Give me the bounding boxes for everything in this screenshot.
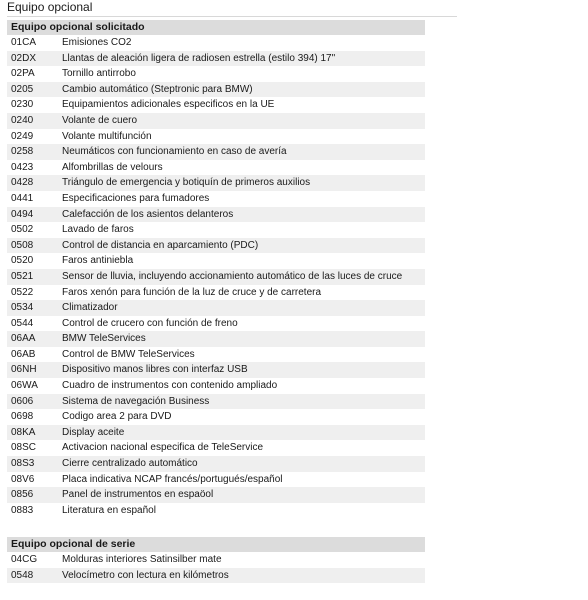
option-description: Placa indicativa NCAP francés/portugués/español (62, 473, 283, 485)
option-description: Faros xenón para función de la luz de cruce y de carretera (62, 286, 322, 298)
option-code: 06WA (11, 380, 38, 392)
option-code: 0508 (11, 239, 34, 251)
table-row (7, 472, 425, 488)
table-row (7, 35, 425, 51)
option-code: 0534 (11, 302, 34, 314)
table-row (7, 113, 425, 129)
option-code: 0502 (11, 224, 34, 236)
table-row (7, 394, 425, 410)
table-row (7, 552, 425, 568)
table-row (7, 409, 425, 425)
option-code: 08S3 (11, 458, 35, 470)
option-description: BMW TeleServices (62, 333, 146, 345)
option-description: Cierre centralizado automático (62, 458, 198, 470)
table-row (7, 316, 425, 332)
table-row (7, 253, 425, 269)
option-code: 06AA (11, 333, 36, 345)
table-row (7, 487, 425, 503)
table-row (7, 440, 425, 456)
option-code: 08SC (11, 442, 37, 454)
table-row (7, 66, 425, 82)
table-row (7, 191, 425, 207)
rows-container (7, 552, 425, 583)
option-code: 0520 (11, 255, 34, 267)
option-description: Velocímetro con lectura en kilómetros (62, 569, 229, 581)
option-description: Calefacción de los asientos delanteros (62, 208, 234, 220)
option-description: Sensor de lluvia, incluyendo accionamiento automático de las luces de cruce (62, 270, 403, 282)
table-row (7, 378, 425, 394)
option-description: Codigo area 2 para DVD (62, 411, 172, 423)
option-code: 0205 (11, 83, 34, 95)
option-code: 08V6 (11, 473, 35, 485)
option-description: Volante multifunción (62, 130, 152, 142)
option-code: 02PA (11, 68, 35, 80)
option-description: Tornillo antirrobo (62, 68, 136, 80)
option-description: Molduras interiores Satinsilber mate (62, 554, 222, 565)
option-code: 0441 (11, 192, 34, 204)
table-row (7, 97, 425, 113)
option-code: 0521 (11, 270, 34, 282)
option-description: Llantas de aleación ligera de radiosen estrella (estilo 394) 17" (62, 52, 336, 64)
option-description: Cuadro de instrumentos con contenido ampliado (62, 380, 278, 392)
option-description: Literatura en español (62, 504, 156, 516)
table-row (7, 425, 425, 441)
option-code: 0544 (11, 317, 34, 329)
option-code: 0883 (11, 504, 34, 516)
option-description: Especificaciones para fumadores (62, 192, 210, 204)
option-code: 0494 (11, 208, 34, 220)
table-row (7, 51, 425, 67)
option-code: 0522 (11, 286, 34, 298)
option-code: 0698 (11, 411, 34, 423)
option-code: 0548 (11, 569, 34, 581)
section-optional-requested (7, 20, 425, 518)
option-code: 0428 (11, 177, 34, 189)
table-row (7, 222, 425, 238)
option-code: 02DX (11, 52, 37, 64)
table-row (7, 207, 425, 223)
option-description: Lavado de faros (62, 224, 134, 236)
table-row (7, 362, 425, 378)
option-code: 0856 (11, 489, 34, 501)
option-code: 0258 (11, 146, 34, 158)
option-code: 0240 (11, 114, 34, 126)
section-header: Equipo opcional de serie (7, 537, 425, 552)
option-description: Sistema de navegación Business (62, 395, 210, 407)
option-code: 06NH (11, 364, 37, 376)
table-row (7, 269, 425, 285)
table-row (7, 331, 425, 347)
section-header: Equipo opcional solicitado (7, 20, 425, 35)
table-row (7, 160, 425, 176)
table-row (7, 144, 425, 160)
option-description: Triángulo de emergencia y botiquín de primeros auxilios (62, 177, 311, 189)
option-code: 0606 (11, 395, 34, 407)
table-row (7, 300, 425, 316)
option-code: 08KA (11, 426, 36, 438)
option-code: 01CA (11, 37, 37, 48)
option-description: Climatizador (62, 302, 118, 314)
table-row (7, 285, 425, 301)
option-description: Volante de cuero (62, 114, 138, 126)
option-description: Activacion nacional especifica de TeleService (62, 442, 264, 454)
option-description: Emisiones CO2 (62, 37, 132, 48)
option-code: 0423 (11, 161, 34, 173)
option-description: Alfombrillas de velours (62, 161, 163, 173)
option-code: 0249 (11, 130, 34, 142)
option-description: Panel de instrumentos en espaöol (62, 489, 214, 501)
option-description: Equipamientos adicionales especificos en la UE (62, 99, 275, 111)
option-description: Control de BMW TeleServices (62, 348, 195, 360)
option-code: 04CG (11, 554, 38, 565)
option-description: Faros antiniebla (62, 255, 134, 267)
page-title: Equipo opcional (7, 0, 457, 17)
option-description: Control de crucero con función de freno (62, 317, 238, 329)
option-description: Neumáticos con funcionamiento en caso de avería (62, 146, 287, 158)
section-optional-standard (7, 537, 425, 583)
table-row (7, 82, 425, 98)
table-row (7, 238, 425, 254)
table-row (7, 129, 425, 145)
option-code: 06AB (11, 348, 36, 360)
rows-container (7, 35, 425, 518)
option-description: Dispositivo manos libres con interfaz USB (62, 364, 248, 376)
option-description: Control de distancia en aparcamiento (PDC) (62, 239, 259, 251)
option-description: Display aceite (62, 426, 125, 438)
table-row (7, 456, 425, 472)
table-row (7, 347, 425, 363)
option-description: Cambio automático (Steptronic para BMW) (62, 83, 253, 95)
table-row (7, 503, 425, 519)
table-row (7, 568, 425, 584)
option-code: 0230 (11, 99, 34, 111)
table-row (7, 175, 425, 191)
